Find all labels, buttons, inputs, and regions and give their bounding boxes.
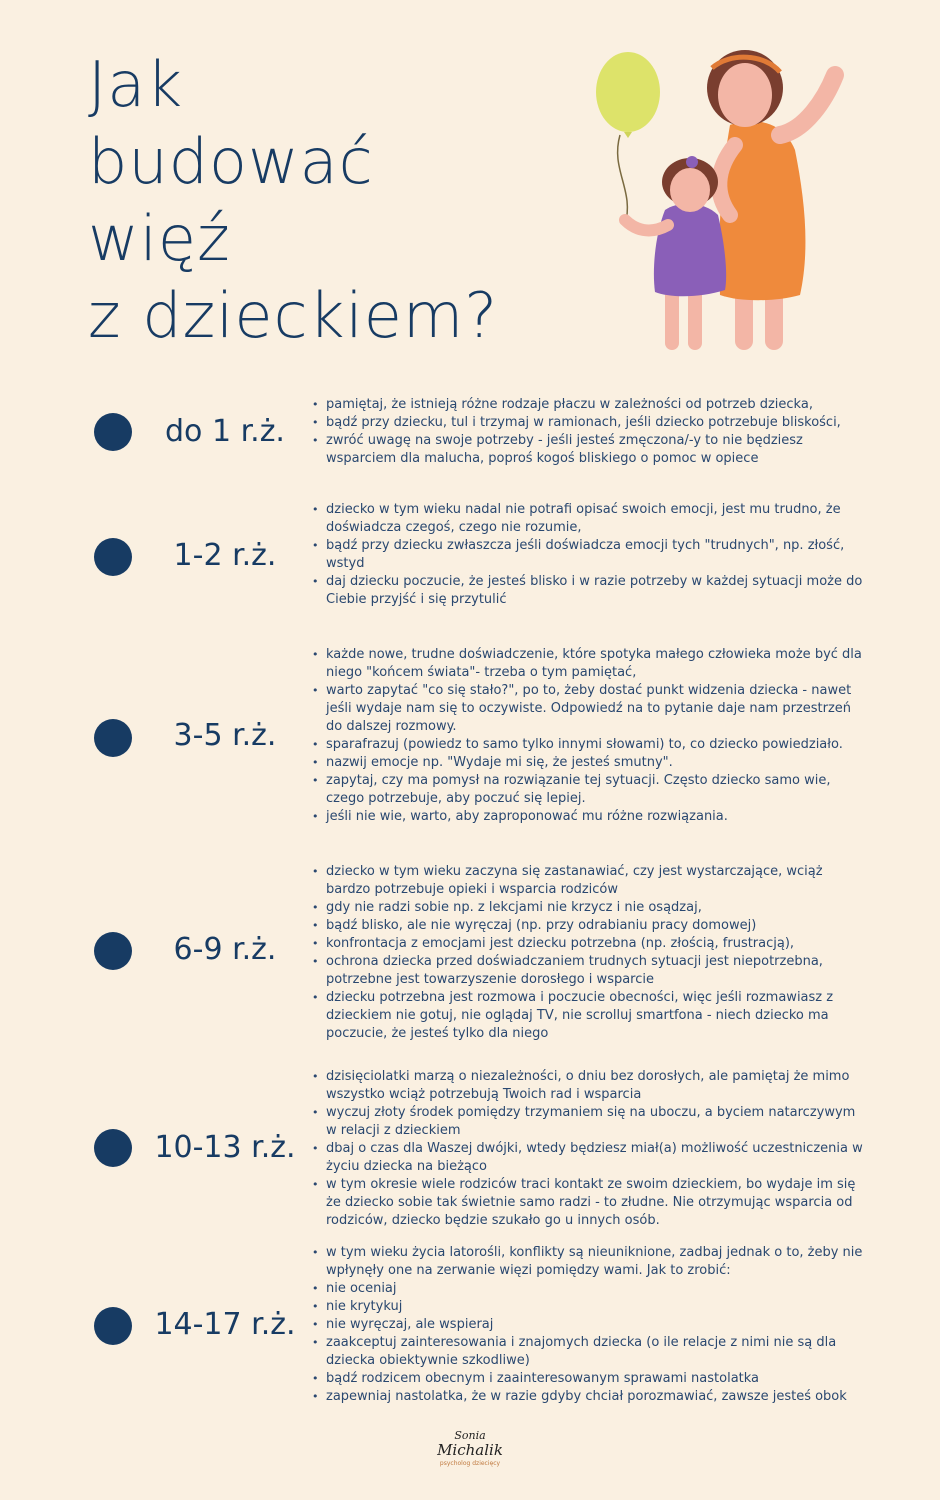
- tip-item: • jeśli nie wie, warto, aby zaproponować mu różne rozwiązania.: [308, 808, 868, 826]
- tip-item: • daj dziecku poczucie, że jesteś blisko i w razie potrzeby w każdej sytuacji może do Ciebie przyjść i się przytulić: [308, 573, 868, 609]
- mother-face: [718, 63, 772, 127]
- balloon-knot: [624, 132, 632, 138]
- title-line-2: budować: [88, 125, 374, 198]
- author-signature: [410, 1430, 530, 1490]
- balloon: [596, 52, 660, 132]
- tips-list: [308, 501, 868, 609]
- age-section-14-17: [0, 1243, 940, 1413]
- tip-item: • bądź rodzicem obecnym i zaainteresowanym sprawami nastolatka: [308, 1370, 868, 1388]
- tip-item: • zapewniaj nastolatka, że w razie gdyby chciał porozmawiać, zawsze jesteś obok: [308, 1388, 868, 1406]
- age-label: 3-5 r.ż.: [173, 718, 277, 753]
- tip-item: • w tym wieku życia latorośli, konflikty są nieuniknione, zadbaj jednak o to, żeby nie wpłynęły one na zerwanie więzi pomiędzy wami. Jak to zrobić:: [308, 1244, 868, 1280]
- tips-list: [308, 863, 868, 1043]
- bullet-dot: [94, 1307, 132, 1345]
- tip-item: • zwróć uwagę na swoje potrzeby - jeśli jesteś zmęczona/-y to nie będziesz wsparciem dla malucha, poproś kogoś bliskiego o pomoc w opiece: [308, 432, 868, 468]
- bullet-dot: [94, 413, 132, 451]
- tip-item: • dziecku potrzebna jest rozmowa i poczucie obecności, więc jeśli rozmawiasz z dzieckiem nie gotuj, nie oglądaj TV, nie scrolluj smartfona - niech dziecko ma poczucie, że jesteś tylko dla niego: [308, 989, 868, 1043]
- tip-item: • nie oceniaj: [308, 1280, 868, 1298]
- age-label: 10-13 r.ż.: [154, 1130, 296, 1165]
- tip-item: • zaakceptuj zainteresowania i znajomych dziecka (o ile relacje z nimi nie są dla dziecka obiektywnie szkodliwe): [308, 1334, 868, 1370]
- tip-item: • gdy nie radzi sobie np. z lekcjami nie krzycz i nie osądzaj,: [308, 899, 868, 917]
- tip-item: • bądź blisko, ale nie wyręczaj (np. przy odrabianiu pracy domowej): [308, 917, 868, 935]
- tip-item: • ochrona dziecka przed doświadczaniem trudnych sytuacji jest niepotrzebna, potrzebne jest towarzyszenie dorosłego i wsparcie: [308, 953, 868, 989]
- signature-subtitle: psycholog dziecięcy: [439, 1460, 501, 1467]
- tip-item: • bądź przy dziecku zwłaszcza jeśli doświadcza emocji tych "trudnych", np. złość, wstyd: [308, 537, 868, 573]
- tips-list: [308, 646, 868, 826]
- tips-list: [308, 1068, 868, 1230]
- balloon-string: [618, 135, 628, 225]
- age-section-10-13: [0, 1067, 940, 1232]
- tip-item: • bądź przy dziecku, tul i trzymaj w ramionach, jeśli dziecko potrzebuje bliskości,: [308, 414, 868, 432]
- age-section-3-5: [0, 645, 940, 830]
- bullet-dot: [94, 538, 132, 576]
- tip-item: • w tym okresie wiele rodziców traci kontakt ze swoim dzieckiem, bo wydaje im się że dziecko sobie tak świetnie samo radzi - to złudne. Nie otrzymując wsparcia od rodziców, dziecko będzie szukało go u innych osób.: [308, 1176, 868, 1230]
- mother-child-balloon-illustration: [580, 40, 880, 360]
- tip-item: • sparafrazuj (powiedz to samo tylko innymi słowami) to, co dziecko powiedziało.: [308, 736, 868, 754]
- age-label: do 1 r.ż.: [165, 414, 285, 449]
- child-hair-bow: [686, 156, 698, 168]
- age-section-0-1: [0, 395, 940, 475]
- page-title: [88, 46, 648, 354]
- title-line-4: z dzieckiem?: [88, 279, 499, 352]
- title-line-1: Jak: [88, 48, 184, 121]
- tip-item: • warto zapytać "co się stało?", po to, żeby dostać punkt widzenia dziecka - nawet jeśli wydaje nam się to oczywiste. Odpowiedź na to pytanie daje nam przestrzeń do dalszej rozmowy.: [308, 682, 868, 736]
- tip-item: • wyczuj złoty środek pomiędzy trzymaniem się na uboczu, a byciem natarczywym w relacji z dzieckiem: [308, 1104, 868, 1140]
- signature-last-name: Michalik: [437, 1441, 503, 1459]
- mother-arm-raised: [780, 75, 835, 135]
- tip-item: • nie krytykuj: [308, 1298, 868, 1316]
- tip-item: • każde nowe, trudne doświadczenie, które spotyka małego człowieka może być dla niego "końcem świata"- trzeba o tym pamiętać,: [308, 646, 868, 682]
- tip-item: • nazwij emocje np. "Wydaje mi się, że jesteś smutny".: [308, 754, 868, 772]
- bullet-dot: [94, 1129, 132, 1167]
- tip-item: • nie wyręczaj, ale wspieraj: [308, 1316, 868, 1334]
- tip-item: • dziecko w tym wieku zaczyna się zastanawiać, czy jest wystarczające, wciąż bardzo potrzebuje opieki i wsparcia rodziców: [308, 863, 868, 899]
- tip-item: • dziecko w tym wieku nadal nie potrafi opisać swoich emocji, jest mu trudno, że doświadcza czegoś, czego nie rozumie,: [308, 501, 868, 537]
- bullet-dot: [94, 932, 132, 970]
- child-arm: [625, 220, 668, 230]
- age-label: 1-2 r.ż.: [173, 538, 277, 573]
- tip-item: • dbaj o czas dla Waszej dwójki, wtedy będziesz miał(a) możliwość uczestniczenia w życiu dziecka na bieżąco: [308, 1140, 868, 1176]
- signature-first-name: Sonia: [454, 1429, 486, 1442]
- tip-item: • zapytaj, czy ma pomysł na rozwiązanie tej sytuacji. Często dziecko samo wie, czego potrzebuje, aby poczuć się lepiej.: [308, 772, 868, 808]
- age-section-6-9: [0, 862, 940, 1047]
- tip-item: • konfrontacja z emocjami jest dziecku potrzebna (np. złością, frustracją),: [308, 935, 868, 953]
- tips-list: [308, 396, 868, 468]
- age-label: 6-9 r.ż.: [173, 932, 277, 967]
- age-section-1-2: [0, 500, 940, 615]
- age-label: 14-17 r.ż.: [154, 1307, 296, 1342]
- child-dress: [654, 204, 726, 297]
- bullet-dot: [94, 719, 132, 757]
- tip-item: • pamiętaj, że istnieją różne rodzaje płaczu w zależności od potrzeb dziecka,: [308, 396, 868, 414]
- tip-item: • dzisięciolatki marzą o niezależności, o dniu bez dorosłych, ale pamiętaj że mimo wszystko wciąż potrzebują Twoich rad i wsparcia: [308, 1068, 868, 1104]
- child-face: [670, 168, 710, 212]
- tips-list: [308, 1244, 868, 1406]
- title-line-3: więź: [88, 202, 231, 275]
